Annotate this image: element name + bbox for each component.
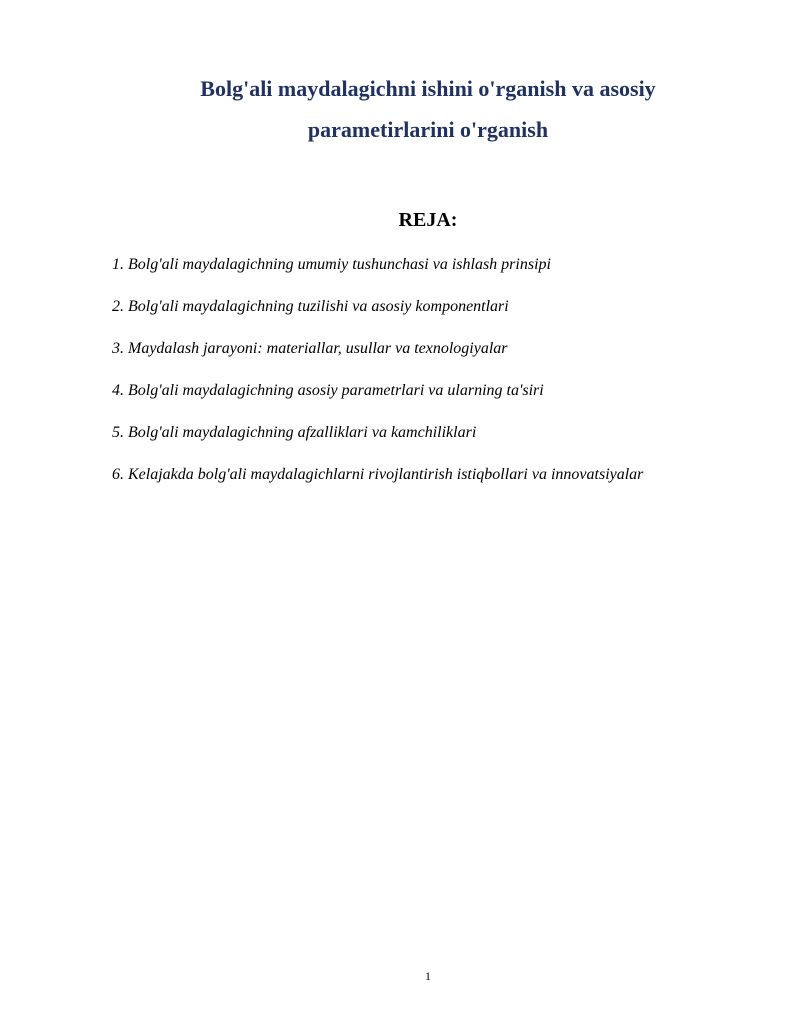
plan-item-6: 6. Kelajakda bolg'ali maydalagichlarni rivojlantirish istiqbollari va innovatsiyalar <box>112 466 644 483</box>
plan-item-3: 3. Maydalash jarayoni: materiallar, usullar va texnologiyalar <box>112 340 508 357</box>
document-title-line-1: Bolg'ali maydalagichni ishini o'rganish va asosiy <box>200 76 656 101</box>
plan-item-2: 2. Bolg'ali maydalagichning tuzilishi va asosiy komponentlari <box>112 298 509 315</box>
page-number: 1 <box>425 969 431 983</box>
plan-heading: REJA: <box>398 209 458 231</box>
plan-item-5: 5. Bolg'ali maydalagichning afzalliklari va kamchiliklari <box>112 424 477 441</box>
plan-item-4: 4. Bolg'ali maydalagichning asosiy parametrlari va ularning ta'siri <box>112 382 544 399</box>
plan-list <box>112 255 643 507</box>
document-title-line-2: parametirlarini o'rganish <box>307 117 549 142</box>
plan-item-1: 1. Bolg'ali maydalagichning umumiy tushunchasi va ishlash prinsipi <box>112 256 551 273</box>
